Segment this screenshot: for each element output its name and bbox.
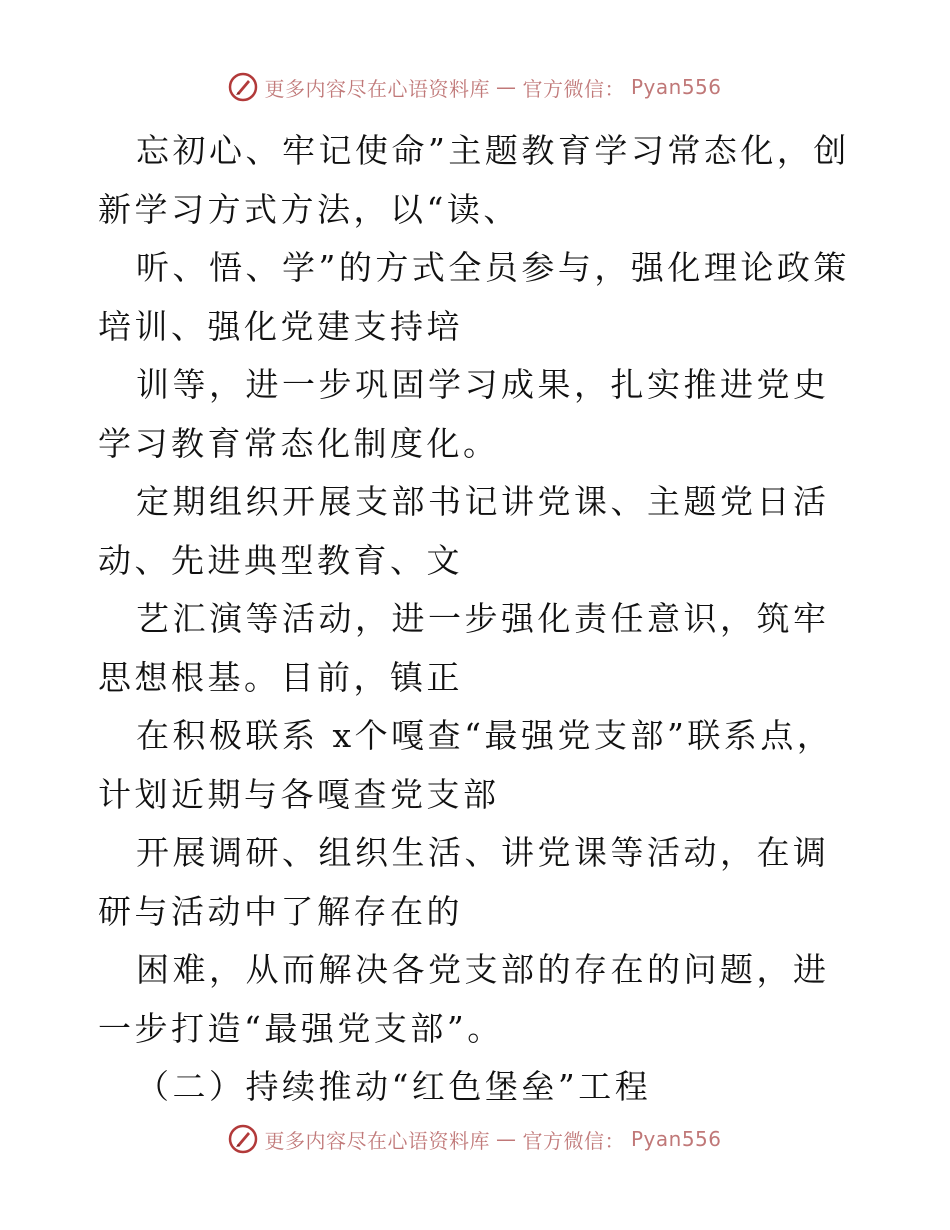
section-heading: （二）持续推动“红色堡垒”工程 (136, 1067, 652, 1106)
paragraph: 开展调研、组织生活、讲党课等活动，在调研与活动中了解存在的 (98, 833, 830, 931)
watermark-wechat-label: 官方微信： (522, 1128, 625, 1153)
watermark-separator: — (495, 1127, 517, 1151)
watermark-wechat-label: 官方微信： (522, 76, 625, 101)
paragraph: 定期组织开展支部书记讲党课、主题党日活动、先进典型教育、文 (98, 482, 830, 580)
paragraph: 训等，进一步巩固学习成果，扎实推进党史学习教育常态化制度化。 (98, 365, 830, 463)
watermark-brand: 更多内容尽在心语资料库 (264, 76, 490, 101)
quill-seal-icon (228, 1124, 258, 1154)
paragraph: 困难，从而解决各党支部的存在的问题，进一步打造“最强党支部”。 (98, 950, 830, 1048)
paragraph: 艺汇演等活动，进一步强化责任意识，筑牢思想根基。目前，镇正 (98, 599, 830, 697)
paragraph: 在积极联系 x个嘎查“最强党支部”联系点，计划近期与各嘎查党支部 (98, 716, 834, 814)
header-watermark (0, 72, 950, 102)
watermark-wechat-id: Pyan556 (630, 1127, 722, 1151)
document-body (98, 122, 858, 1117)
watermark-brand: 更多内容尽在心语资料库 (264, 1128, 490, 1153)
footer-watermark (0, 1124, 950, 1154)
watermark-wechat-id: Pyan556 (630, 75, 722, 99)
watermark-separator: — (495, 75, 517, 99)
quill-seal-icon (228, 72, 258, 102)
paragraph: 听、悟、学”的方式全员参与，强化理论政策培训、强化党建支持培 (98, 248, 850, 346)
paragraph: 忘初心、牢记使命”主题教育学习常态化，创新学习方式方法，以“读、 (98, 131, 850, 229)
